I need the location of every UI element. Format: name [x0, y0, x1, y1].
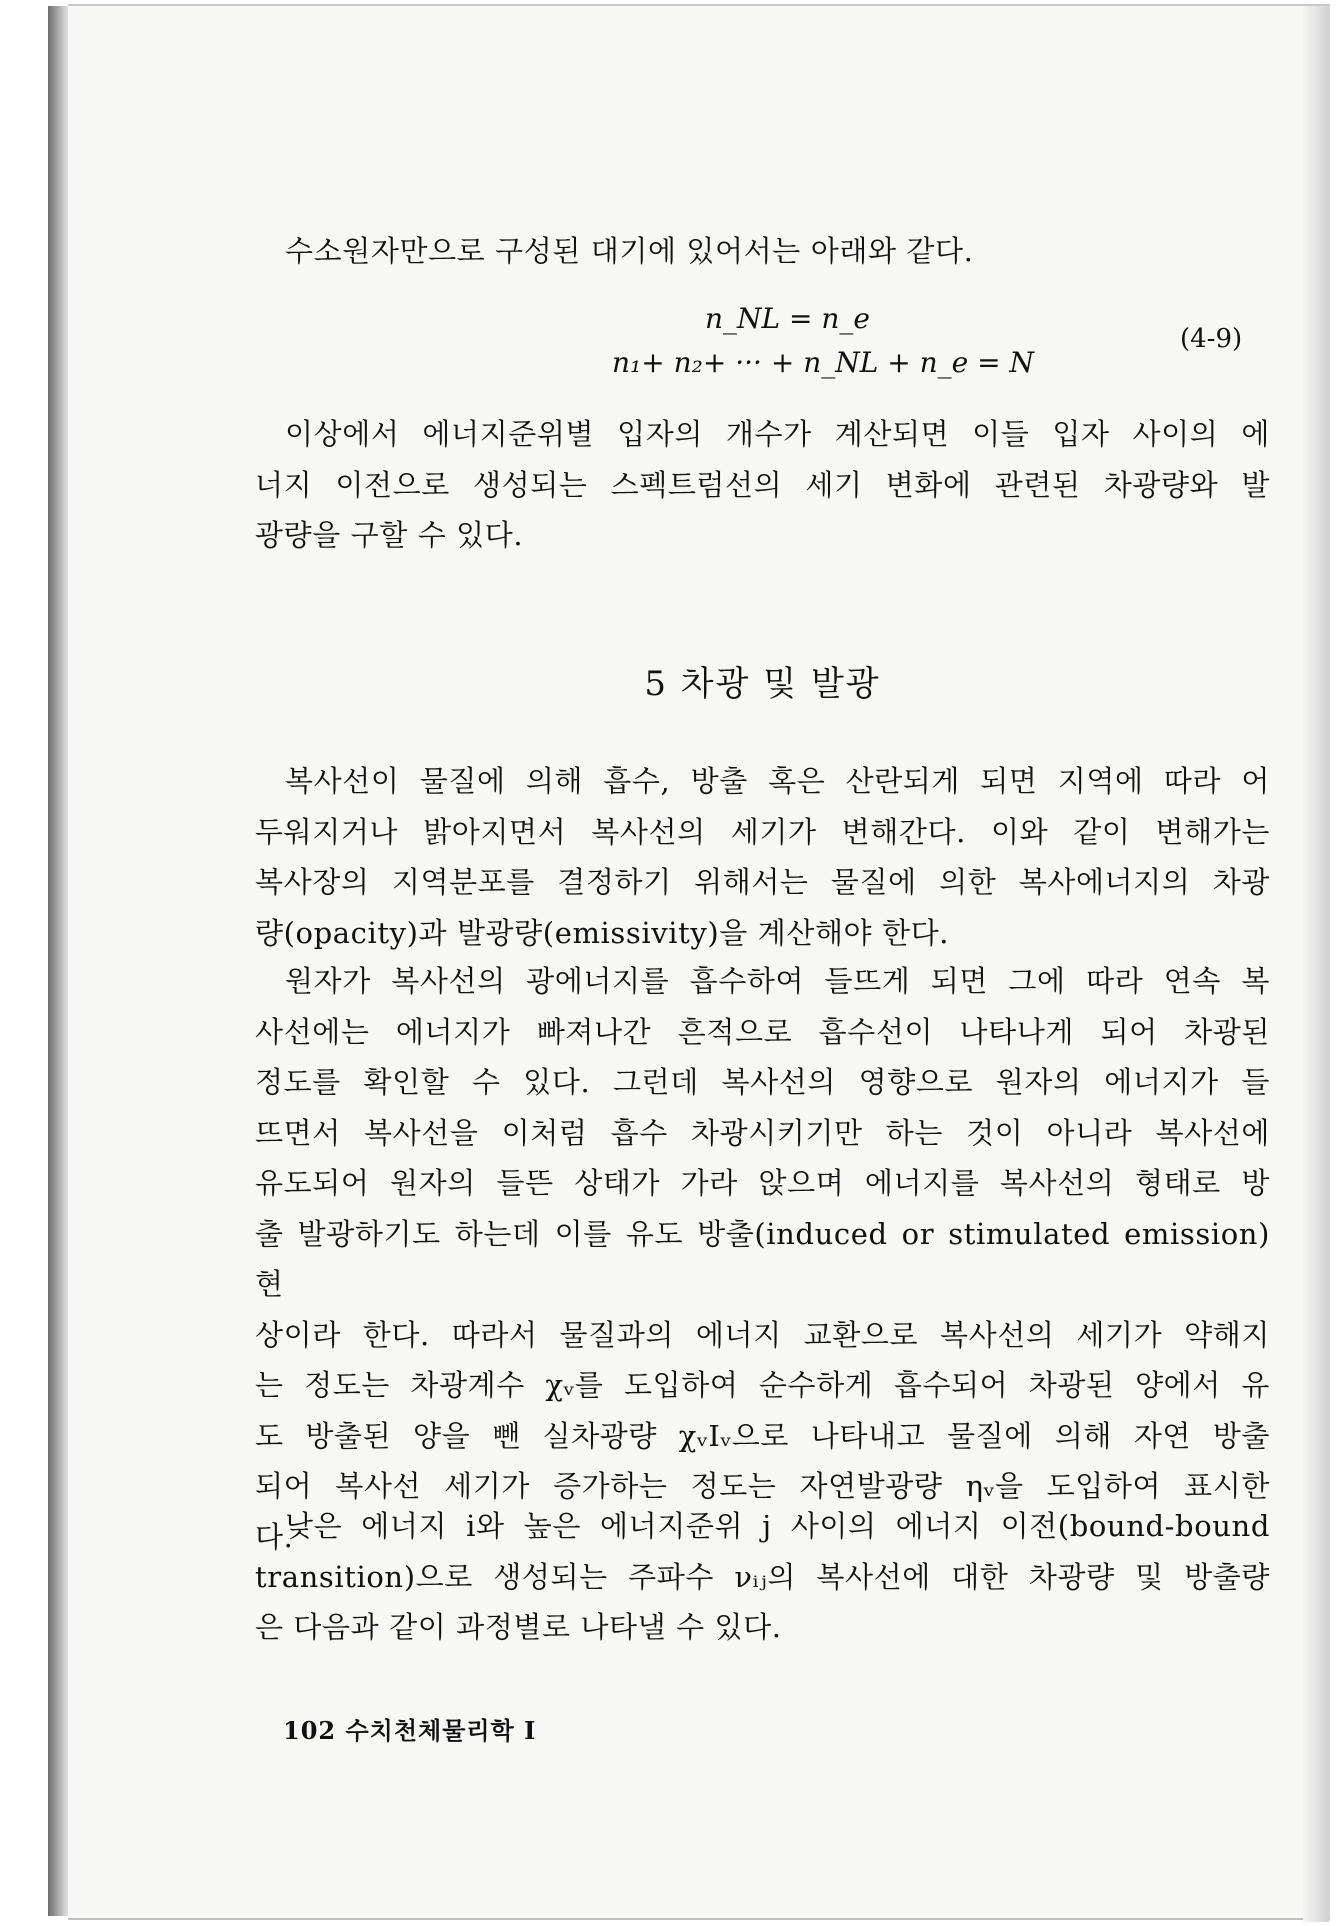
paragraph-line: 은 다음과 같이 과정별로 나타낼 수 있다. [255, 1610, 782, 1644]
paragraph-line: 복사선이 물질에 의해 흡수, 방출 혹은 산란되게 되면 지역에 따라 어 [285, 764, 1270, 798]
paragraph-line: 사선에는 에너지가 빠져나간 흔적으로 흡수선이 나타나게 되어 차광된 [255, 1014, 1270, 1049]
equation-line-1: n_NL = n_e [705, 302, 870, 335]
intro-sentence: 수소원자만으로 구성된 대기에 있어서는 아래와 같다. [285, 234, 974, 268]
paragraph-line: 정도를 확인할 수 있다. 그런데 복사선의 영향으로 원자의 에너지가 들 [255, 1065, 1270, 1099]
paragraph-2 [255, 756, 1270, 958]
paragraph-line: 출 발광하기도 하는데 이를 유도 방출(induced or stimulated emission) 현 [255, 1216, 1270, 1301]
book-page [68, 4, 1330, 1920]
equation-number: (4-9) [1180, 324, 1243, 354]
page-footer: 102 수치천체물리학 I [283, 1716, 537, 1745]
paragraph-line: 유도되어 원자의 들뜬 상태가 가라 앉으며 에너지를 복사선의 형태로 방 [255, 1166, 1270, 1200]
paragraph-line: 너지 이전으로 생성되는 스펙트럼선의 세기 변화에 관련된 차광량와 발 [255, 467, 1270, 502]
book-spine-shadow [48, 6, 70, 1916]
paragraph-3 [255, 956, 1270, 1562]
paragraph-line: 량(opacity)과 발광량(emissivity)을 계산해야 한다. [255, 915, 950, 950]
paragraph-line: 되어 복사선 세기가 증가하는 정도는 자연발광량 ηᵥ을 도입하여 표시한 [255, 1469, 1270, 1503]
paragraph-line: 복사장의 지역분포를 결정하기 위해서는 물질에 의한 복사에너지의 차광 [255, 865, 1270, 899]
paragraph-4 [255, 1501, 1270, 1653]
paragraph-1 [255, 409, 1270, 561]
paragraph-line: 뜨면서 복사선을 이처럼 흡수 차광시키기만 하는 것이 아니라 복사선에 [255, 1115, 1270, 1150]
section-heading: 5 차광 및 발광 [644, 664, 881, 704]
paragraph-line: 는 정도는 차광계수 χᵥ를 도입하여 순수하게 흡수되어 차광된 양에서 유 [255, 1368, 1270, 1402]
paragraph-line: 도 방출된 양을 뺀 실차광량 χᵥIᵥ으로 나타내고 물질에 의해 자연 방출 [255, 1418, 1270, 1453]
page-edge [1303, 6, 1329, 1922]
paragraph-line: 다. [255, 1519, 294, 1554]
paragraph-line: 원자가 복사선의 광에너지를 흡수하여 들뜨게 되면 그에 따라 연속 복 [285, 964, 1270, 998]
paragraph-line: 광량을 구할 수 있다. [255, 518, 524, 552]
paragraph-line: 상이라 한다. 따라서 물질과의 에너지 교환으로 복사선의 세기가 약해지 [255, 1317, 1270, 1352]
paragraph-line: 두워지거나 밝아지면서 복사선의 세기가 변해간다. 이와 같이 변해가는 [255, 814, 1270, 849]
page-content [255, 6, 1270, 1922]
paragraph-line: 낮은 에너지 i와 높은 에너지준위 j 사이의 에너지 이전(bound-bound [285, 1509, 1270, 1543]
paragraph-line: transition)으로 생성되는 주파수 νᵢⱼ의 복사선에 대한 차광량 및 방출량 [255, 1559, 1270, 1594]
intro-paragraph [255, 226, 1270, 277]
paragraph-line: 이상에서 에너지준위별 입자의 개수가 계산되면 이들 입자 사이의 에 [285, 417, 1270, 451]
equation-line-2: n₁+ n₂+ ··· + n_NL + n_e = N [612, 346, 1034, 379]
